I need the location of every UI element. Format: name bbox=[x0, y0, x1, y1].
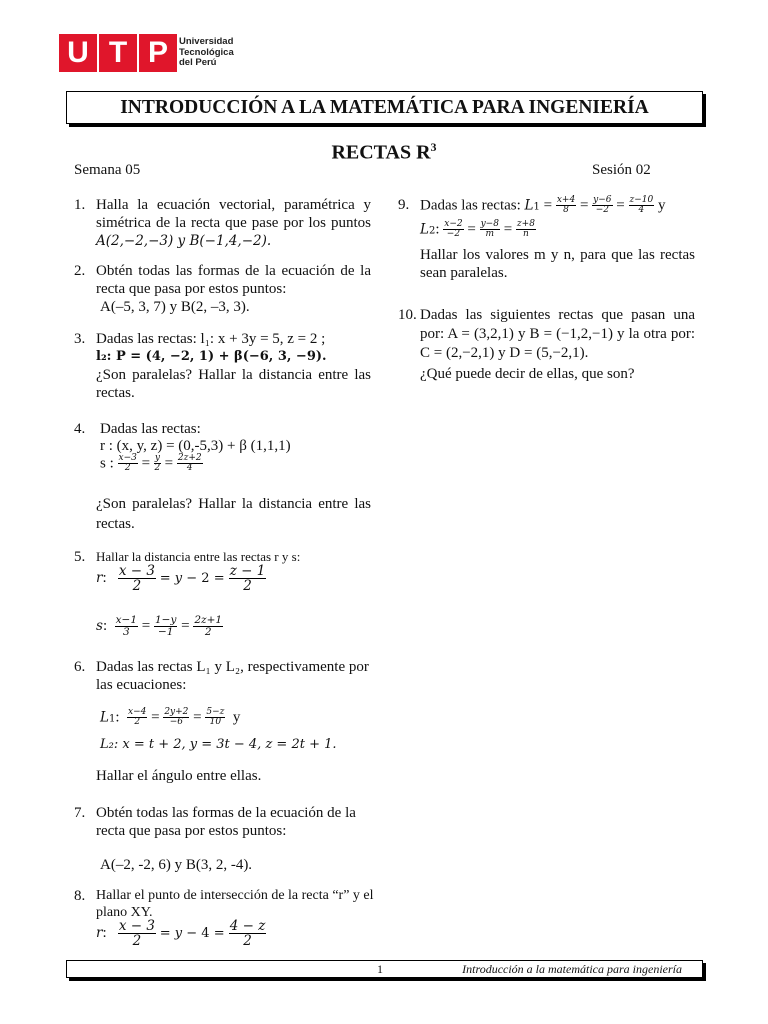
line-s-eq: s: $\frac{x-1}{3}$ = $\frac{1-y}{-1}$ = $\frac{2z+1}{2}$ bbox=[96, 614, 223, 639]
utp-logo bbox=[59, 34, 235, 72]
logo-letter-p: P bbox=[139, 34, 177, 72]
week-label: Semana 05 bbox=[74, 162, 141, 178]
logo-university-name: Universidad Tecnológica del Perú bbox=[179, 36, 234, 68]
line-s-eq: s : $\frac{x-3}{2}$ = $\frac{y}{2}$ = $\frac{2z+2}{4}$ bbox=[100, 453, 202, 474]
session-label: Sesión 02 bbox=[592, 162, 651, 178]
page-footer bbox=[66, 960, 703, 978]
line-r-eq: r: $\frac{x - 3}{2}$ = y − 4 = $\frac{4 - z}{2}$ bbox=[96, 918, 266, 950]
title-box bbox=[66, 91, 703, 124]
page-number: 1 bbox=[377, 962, 383, 976]
logo-letter-u: U bbox=[59, 34, 97, 72]
section-title: RECTAS $R^3$ bbox=[331, 140, 437, 164]
page-title: INTRODUCCIÓN A LA MATEMÁTICA PARA INGENIERÍA bbox=[120, 97, 649, 118]
footer-text: Introducción a la matemática para ingeniería bbox=[462, 962, 682, 976]
line-l1-eq: L1: $\frac{x-4}{2}$ = $\frac{2y+2}{-6}$ = $\frac{5-z}{10}$ y bbox=[100, 707, 241, 728]
line-l2-eq: L2: $\frac{x-2}{-2}$ = $\frac{y-8}{m}$ = $\frac{z+8}{n}$ bbox=[420, 219, 535, 240]
line-r-eq: r: $\frac{x - 3}{2}$ = y − 2 = $\frac{z - 1}{2}$ bbox=[96, 563, 266, 595]
logo-letter-t: T bbox=[99, 34, 137, 72]
